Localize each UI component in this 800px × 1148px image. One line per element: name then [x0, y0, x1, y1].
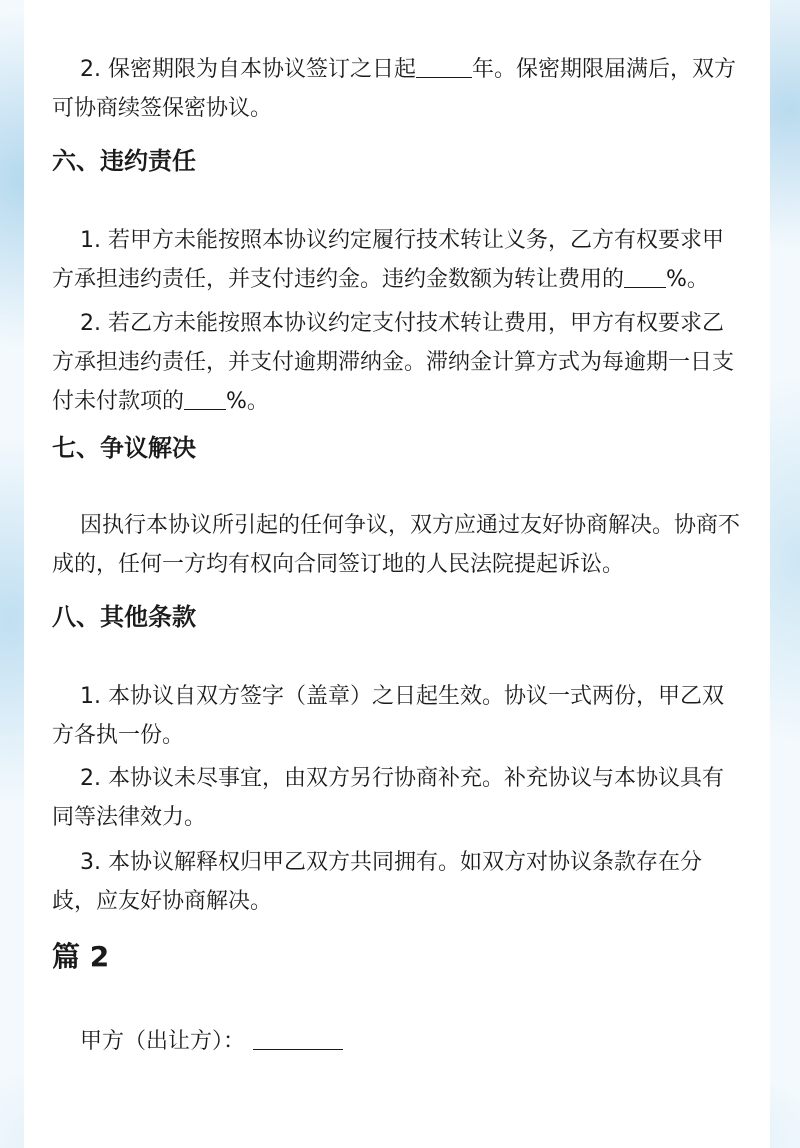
penalty-percent-blank — [624, 265, 666, 288]
late-fee-percent-blank — [184, 387, 226, 410]
section-heading-breach-liability: 六、违约责任 — [52, 147, 196, 175]
other-terms-item-1 — [52, 677, 742, 755]
party-a-line — [52, 1022, 742, 1061]
clause-text: 3. 本协议解释权归甲乙双方共同拥有。如双方对协议条款存在分歧，应友好协商解决。 — [52, 850, 702, 914]
clause-text: 因执行本协议所引起的任何争议，双方应通过友好协商解决。协商不成的，任何一方均有权向合同签订地的人民法院提起诉讼。 — [52, 513, 741, 577]
clause-text: 1. 若甲方未能按照本协议约定履行技术转让义务，乙方有权要求甲方承担违约责任，并支付违约金。违约金数额为转让费用的 — [52, 228, 724, 292]
section-heading-dispute-resolution: 七、争议解决 — [52, 434, 196, 462]
part-2-heading: 篇 2 — [52, 940, 110, 973]
party-a-blank — [253, 1027, 343, 1050]
other-terms-item-3 — [52, 843, 742, 921]
clause-text: %。 — [226, 389, 269, 414]
other-terms-item-2 — [52, 759, 742, 837]
clause-text: %。 — [666, 267, 709, 292]
clause-text: 2. 本协议未尽事宜，由双方另行协商补充。补充协议与本协议具有同等法律效力。 — [52, 766, 724, 830]
confidentiality-period-clause — [52, 50, 742, 128]
dispute-resolution-clause — [52, 506, 742, 584]
years-blank — [416, 55, 472, 78]
breach-clause-party-b — [52, 304, 742, 421]
party-a-label: 甲方（出让方）： — [80, 1029, 246, 1054]
clause-text: 2. 保密期限为自本协议签订之日起 — [80, 57, 416, 82]
section-heading-other-terms: 八、其他条款 — [52, 603, 196, 631]
clause-text: 1. 本协议自双方签字（盖章）之日起生效。协议一式两份，甲乙双方各执一份。 — [52, 684, 724, 748]
breach-clause-party-a — [52, 221, 742, 299]
clause-text: 年。保密期限届满后，双方可协商续签保密协议。 — [52, 57, 737, 121]
clause-text: 2. 若乙方未能按照本协议约定支付技术转让费用，甲方有权要求乙方承担违约责任，并支付逾期滞纳金。滞纳金计算方式为每逾期一日支付未付款项的 — [52, 311, 735, 414]
